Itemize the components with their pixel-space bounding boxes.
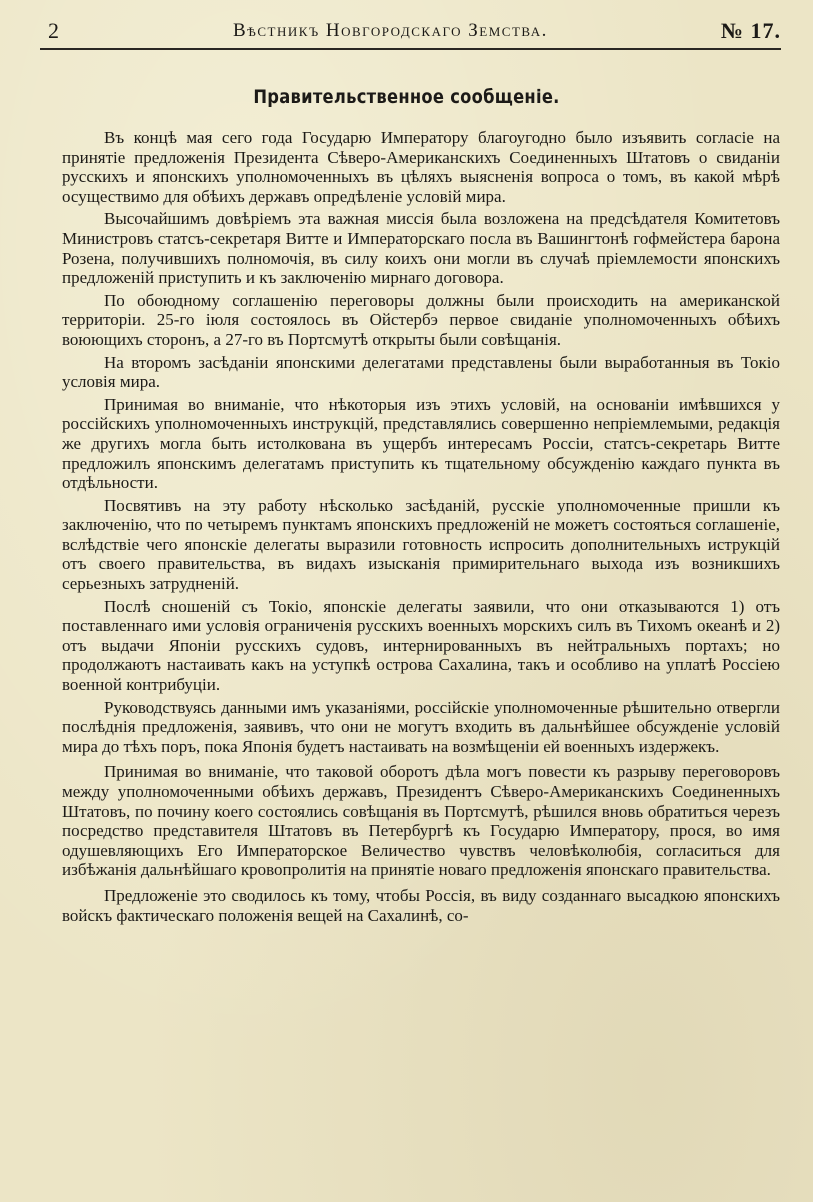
article-body <box>62 128 780 928</box>
paragraph: По обоюдному соглашенію переговоры должны были происходить на американской территоріи. 25-го іюля состоялось въ Ойстербэ первое свиданіе уполномоченныхъ обѣихъ воюющихъ сторонъ, а 27-го въ Портсмутѣ открыты были совѣщанія. <box>62 290 780 349</box>
issue-number: № 17. <box>720 18 781 43</box>
page-number: 2 <box>48 18 60 43</box>
paragraph: На второмъ засѣданіи японскими делегатами представлены были выработанныя въ Токіо условія мира. <box>62 352 780 392</box>
paragraph: Послѣ сношеній съ Токіо, японскіе делегаты заявили, что они отказываются 1) отъ поставленнаго ими условія ограниченія русскихъ военныхъ морскихъ силъ въ Тихомъ океанѣ и 2) отъ выдачи Японіи русскихъ судовъ, интернированныхъ въ нейтральныхъ портахъ; но продолжаютъ настаивать какъ на уступкѣ острова Сахалина, такъ и особливо на уплатѣ Россіею военной контрибуціи. <box>62 596 780 695</box>
running-title: Вѣстникъ Новгородскаго Земства. <box>232 20 548 41</box>
paragraph: Посвятивъ на эту работу нѣсколько засѣданій, русскіе уполномоченные пришли къ заключенію, что по четыремъ пунктамъ японскихъ предложеній не можетъ состояться соглашеніе, вслѣдствіе чего японскіе делегаты выразили готовность испросить дополнительныхъ иструкцій отъ своего правительства, въ видахъ изысканія примирительнаго выхода изъ возникшихъ серьезныхъ затрудненій. <box>62 495 780 594</box>
paragraph: Принимая во вниманіе, что таковой оборотъ дѣла могъ повести къ разрыву переговоровъ между уполномоченными обѣихъ державъ, Президентъ Сѣверо-Американскихъ Соединенныхъ Штатовъ, по почину коего состоялись совѣщанія въ Портсмутѣ, рѣшился вновь обратиться черезъ посредство представителя Штатовъ въ Петербургѣ къ Государю Императору, прося, во имя одушевляющихъ Его Императорское Величество чувствъ человѣколюбія, согласиться для избѣжанія дальнѣйшаго кровопролитія на принятіе новаго предложенія японскаго правительства. <box>62 762 780 880</box>
running-header <box>40 14 781 50</box>
section-title: Правительственное сообщеніе. <box>253 86 560 108</box>
paragraph: Высочайшимъ довѣріемъ эта важная миссія была возложена на предсѣдателя Комитетовъ Министровъ статсъ-секретаря Витте и Императорскаго посла въ Вашингтонѣ гофмейстера барона Розена, получившихъ полномочія, въ силу коихъ они могли въ случаѣ пріемлемости японскихъ предложеній приступить и къ заключенію мирнаго договора. <box>62 209 780 288</box>
paragraph: Предложеніе это сводилось къ тому, чтобы Россія, въ виду созданнаго высадкою японскихъ войскъ фактическаго положенія вещей на Сахалинѣ, со- <box>62 885 780 925</box>
paragraph: Принимая во вниманіе, что нѣкоторыя изъ этихъ условій, на основаніи имѣвшихся у россійскихъ уполномоченныхъ инструкцій, представлялись совершенно непріемлемыми, редакція же другихъ могла быть истолкована въ ущербъ интересамъ Россіи, статсъ-секретарь Витте предложилъ японскимъ делегатамъ приступить къ тщательному обсужденію каждаго пункта въ отдѣльности. <box>62 394 780 493</box>
paragraph: Руководствуясь данными имъ указаніями, россійскіе уполномоченные рѣшительно отвергли послѣднія предложенія, заявивъ, что они не могутъ входить въ дальнѣйшее обсужденіе условій мира до тѣхъ поръ, пока Японія будетъ настаивать на возмѣщеніи ей военныхъ издержекъ. <box>62 697 780 756</box>
paragraph: Въ концѣ мая сего года Государю Императору благоугодно было изъявить согласіе на принятіе предложенія Президента Сѣверо-Американскихъ Соединенныхъ Штатовъ о свиданіи русскихъ и японскихъ уполномоченныхъ въ цѣляхъ выясненія вопроса о томъ, въ какой мѣрѣ осуществимо для обѣихъ державъ опредѣленіе условій мира. <box>62 128 780 206</box>
